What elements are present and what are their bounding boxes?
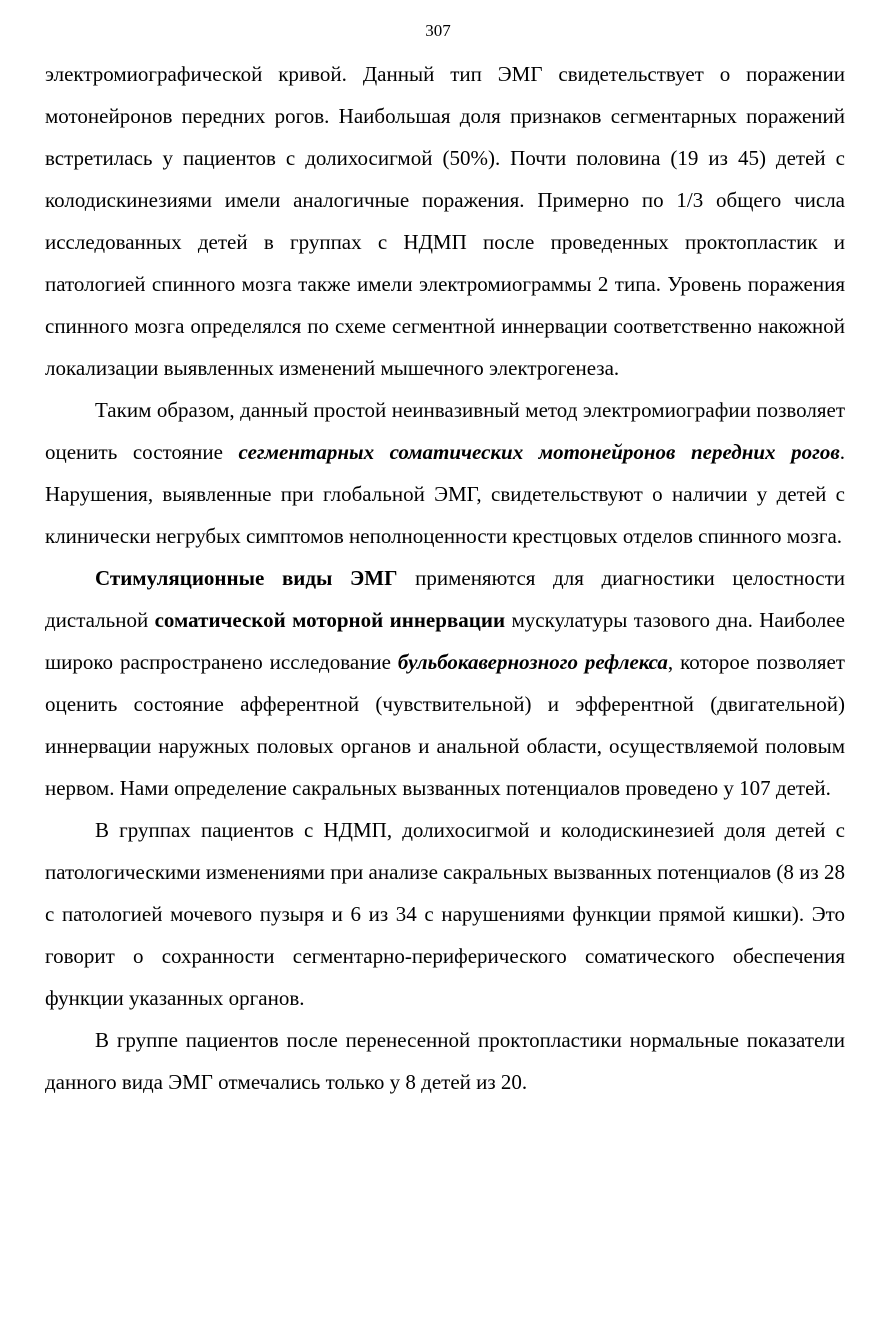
paragraph-2 <box>45 389 845 557</box>
body-text <box>45 53 845 1103</box>
paragraph-4-text: В группах пациентов с НДМП, долихосигмой и колодискинезией доля детей с патологическими изменениями при анализе сакральных вызванных потенциалов (8 из 28 с патологией мочевого пузыря и 6 из 34 с нарушениями функции прямой кишки). Это говорит о сохранности сегментарно-периферического соматического обеспечения функции указанных органов. <box>45 818 845 1010</box>
paragraph-1 <box>45 53 845 389</box>
paragraph-3-text-b: мускулатуры тазового дна. Наиболее широко распространено исследование <box>45 608 845 674</box>
paragraph-5 <box>45 1019 845 1103</box>
page-number: 307 <box>425 21 451 40</box>
paragraph-2-text-b: . Нарушения, выявленные при глобальной ЭМГ, свидетельствуют о наличии у детей с клинически негрубых симптомов неполноценности крестцовых отделов спинного мозга. <box>45 440 845 548</box>
paragraph-3-emphasis-reflex: бульбокавернозного рефлекса <box>397 650 668 674</box>
paragraph-2-text-a: Таким образом, данный простой неинвазивный метод электромиографии позволяет оценить состояние <box>45 398 845 464</box>
paragraph-3-bold-motor-innervation: соматической моторной иннервации <box>154 608 506 632</box>
paragraph-5-text: В группе пациентов после перенесенной проктопластики нормальные показатели данного вида ЭМГ отмечались только у 8 детей из 20. <box>45 1028 845 1094</box>
paragraph-3-text-a: применяются для диагностики целостности дистальной <box>45 566 845 632</box>
paragraph-1-text: электромиографической кривой. Данный тип ЭМГ свидетельствует о поражении мотонейронов передних рогов. Наибольшая доля признаков сегментарных поражений встретилась у пациентов с долихосигмой (50%). Почти половина (19 из 45) детей с колодискинезиями имели аналогичные поражения. Примерно по 1/3 общего числа исследованных детей в группах с НДМП после проведенных проктопластик и патологией спинного мозга также имели электромиограммы 2 типа. Уровень поражения спинного мозга определялся по схеме сегментной иннервации соответственно накожной локализации выявленных изменений мышечного электрогенеза. <box>45 62 845 380</box>
paragraph-3 <box>45 557 845 809</box>
paragraph-2-emphasis-motoneurons: сегментарных соматических мотонейронов передних рогов <box>238 440 840 464</box>
paragraph-3-text-c: , которое позволяет оценить состояние афферентной (чувствительной) и эфферентной (двигательной) иннервации наружных половых органов и анальной области, осуществляемой половым нервом. Нами определение сакральных вызванных потенциалов проведено у 107 детей. <box>45 650 845 800</box>
paragraph-3-bold-stimulation-emg: Стимуляционные виды ЭМГ <box>95 566 398 590</box>
paragraph-4 <box>45 809 845 1019</box>
